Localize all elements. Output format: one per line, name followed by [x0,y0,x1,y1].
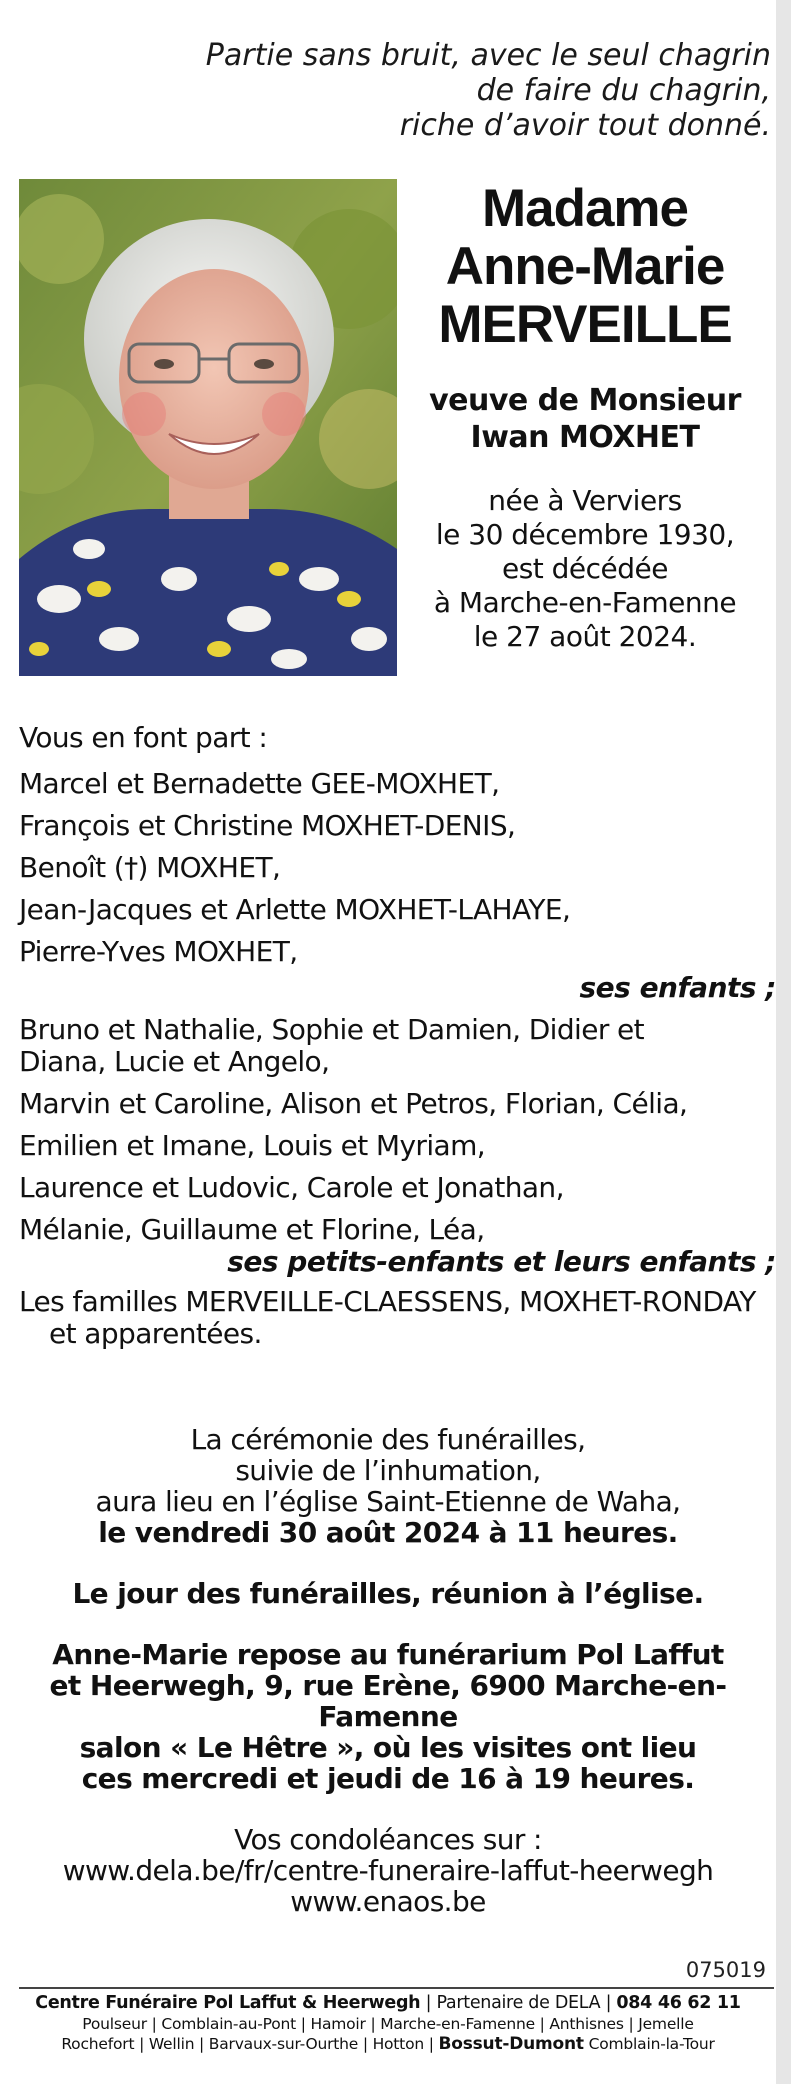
grandchildren-role: ses petits-enfants et leurs enfants ; [227,1245,776,1278]
children-role: ses enfants ; [579,971,776,1004]
quote-line: Partie sans bruit, avec le seul chagrin [205,38,771,73]
rest-line: salon « Le Hêtre », où les visites ont lieu [79,1731,697,1764]
phone-number: 084 46 62 11 [616,1993,741,2013]
widow-line: veuve de Monsieur [429,383,741,418]
families-line: et apparentées. [49,1317,262,1350]
widow-line: Iwan MOXHET [470,420,700,455]
child-line: Pierre-Yves MOXHET, [19,935,298,968]
grandchild-line: Diana, Lucie et Angelo, [19,1045,330,1078]
brand-name: Bossut-Dumont [438,2034,584,2054]
condolences-label: Vos condoléances sur : [234,1823,542,1856]
widow-of [405,382,765,456]
grandchild-line: Bruno et Nathalie, Sophie et Damien, Didier et [19,1013,645,1046]
ceremony-info [0,1424,776,1917]
towns-line: Poulseur | Comblain-au-Pont | Hamoir | Marche-en-Famenne | Anthisnes | Jemelle [82,2015,694,2033]
condolences-website[interactable]: www.dela.be/fr/centre-funeraire-laffut-heerwegh [62,1854,714,1887]
right-margin-bar [776,0,791,2084]
ceremony-line: suivie de l’inhumation, [235,1454,541,1487]
rest-line: ces mercredi et jeudi de 16 à 19 heures. [81,1762,695,1795]
towns-line [0,2034,776,2054]
rest-line: Anne-Marie repose au funérarium Pol Laffut [52,1638,724,1671]
meeting-info: Le jour des funérailles, réunion à l’église. [72,1577,704,1610]
surname: MERVEILLE [438,295,732,354]
grandchild-line: Mélanie, Guillaume et Florine, Léa, [19,1213,485,1246]
brand-town: Comblain-la-Tour [588,2035,715,2053]
ceremony-line: aura lieu en l’église Saint-Etienne de Waha, [95,1485,681,1518]
partner-label: Partenaire de DELA [436,1993,601,2013]
child-line: Benoît (†) MOXHET, [19,851,281,884]
ceremony-line: La cérémonie des funérailles, [190,1423,586,1456]
grandchild-line: Laurence et Ludovic, Carole et Jonathan, [19,1171,564,1204]
intro-line: Vous en font part : [19,721,268,754]
bio-line: est décédée [501,552,669,585]
quote-line: de faire du chagrin, [476,73,771,108]
bio-line: le 30 décembre 1930, [435,518,735,551]
deceased-header [405,180,765,654]
epitaph-quote [171,38,771,143]
first-names: Anne-Marie [445,237,725,296]
footer-line: Centre Funéraire Pol Laffut & Heerwegh | Partenaire de DELA | 084 46 62 11 [35,1993,741,2013]
grandchild-line: Emilien et Imane, Louis et Myriam, [19,1129,486,1162]
grandchild-line: Marvin et Caroline, Alison et Petros, Florian, Célia, [19,1087,688,1120]
rest-line: et Heerwegh, 9, rue Erène, 6900 Marche-en-Famenne [49,1669,727,1733]
portrait-photo [19,179,397,676]
bio-line: née à Verviers [488,484,682,517]
quote-line: riche d’avoir tout donné. [399,108,771,143]
child-line: Jean-Jacques et Arlette MOXHET-LAHAYE, [19,893,571,926]
towns-text: Rochefort | Wellin | Barvaux-sur-Ourthe | Hotton | [61,2035,434,2053]
title: Madame [481,179,689,238]
ceremony-date: le vendredi 30 août 2024 à 11 heures. [98,1516,678,1549]
bio-line: à Marche-en-Famenne [433,586,737,619]
reference-number: 075019 [685,1958,766,1982]
child-line: François et Christine MOXHET-DENIS, [19,809,516,842]
birth-death-info [405,484,765,654]
funeral-home-footer [0,1992,776,2054]
bio-line: le 27 août 2024. [473,620,697,653]
company-name: Centre Funéraire Pol Laffut & Heerwegh [35,1993,421,2013]
child-line: Marcel et Bernadette GEE-MOXHET, [19,767,500,800]
condolences-website[interactable]: www.enaos.be [290,1885,486,1918]
families-line: Les familles MERVEILLE-CLAESSENS, MOXHET-RONDAY [19,1285,756,1318]
footer-divider [19,1987,774,1989]
family-announcement [19,722,776,1350]
